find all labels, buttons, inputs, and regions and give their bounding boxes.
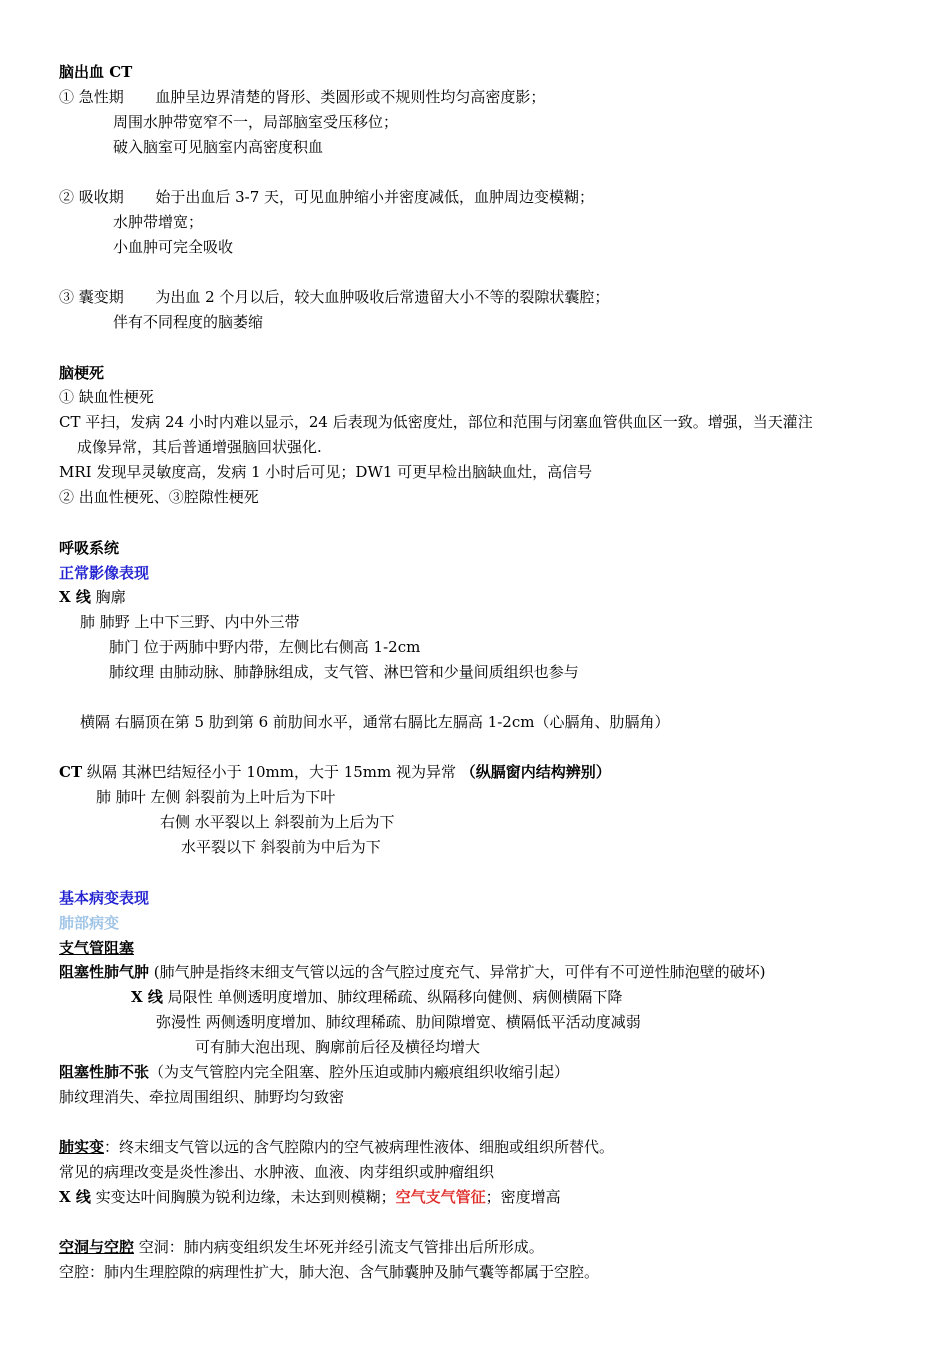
emphysema-title: 阻塞性肺气肿 (59, 963, 150, 981)
acute-label: ① 急性期 (59, 88, 124, 106)
normal-imaging-title: 正常影像表现 (59, 564, 150, 582)
cyst-label: ③ 囊变期 (59, 288, 124, 306)
absorb-text-1: 始于出血后 3-7 天，可见血肿缩小并密度减低，血肿周边变模糊； (155, 188, 595, 206)
air-bronchogram: 空气支气管征 (395, 1188, 486, 1206)
consolidation-line (59, 1137, 614, 1157)
emphysema-definition: (肺气肿是指终末细支气管以远的含气腔过度充气、异常扩大，可伴有不可逆性肺泡壁的破坏) (149, 963, 766, 981)
texture-line: 肺纹理 由肺动脉、肺静脉组成，支气管、淋巴管和少量间质组织也参与 (109, 663, 579, 681)
acute-line-1 (59, 87, 545, 107)
cavum-definition: 空腔：肺内生理腔隙的病理性扩大，肺大泡、含气肺囊肿及肺气囊等都属于空腔。 (59, 1263, 600, 1281)
cavity-definition: 空洞：肺内病变组织发生坏死并经引流支气管排出后所形成。 (134, 1238, 544, 1256)
acute-line-2: 周围水肿带宽窄不一，局部脑室受压移位； (113, 113, 399, 131)
acute-text-1: 血肿呈边界清楚的肾形、类圆形或不规则性均匀高密度影； (155, 88, 546, 106)
atelectasis-line (59, 1062, 569, 1082)
ct-label: CT (59, 763, 83, 781)
consolidation-definition: ：终末细支气管以远的含气腔隙内的空气被病理性液体、细胞或组织所替代。 (104, 1138, 615, 1156)
xray-thorax: 胸廓 (90, 588, 126, 606)
ct-mediastinum-text: 纵隔 其淋巴结短径小于 10mm，大于 15mm 视为异常 (82, 763, 461, 781)
absorb-line-3: 小血肿可完全吸收 (113, 238, 234, 256)
emphysema-diffuse-line-2: 可有肺大泡出现、胸廓前后径及横径均增大 (195, 1038, 481, 1056)
mri-line: MRI 发现早灵敏度高，发病 1 小时后可见；DW1 可更早检出脑缺血灶，高信号 (59, 463, 593, 481)
absorb-label: ② 吸收期 (59, 188, 124, 206)
absorb-line-1 (59, 187, 594, 207)
cavity-line (59, 1237, 544, 1257)
consolidation-xray-text: 实变达叶间胸膜为锐利边缘，未达到则模糊； (90, 1188, 396, 1206)
xray-thorax-line (59, 587, 126, 607)
emphysema-xray-label: X 线 (131, 988, 163, 1006)
atelectasis-title: 阻塞性肺不张 (59, 1063, 150, 1081)
consolidation-xray-label: X 线 (59, 1188, 91, 1206)
basic-lesion-title: 基本病变表现 (59, 889, 150, 907)
emphysema-line (59, 962, 766, 982)
ct-line-2: 成像异常，其后普通增强脑回状强化. (77, 438, 322, 456)
cyst-line-2: 伴有不同程度的脑萎缩 (113, 313, 264, 331)
atelectasis-signs: 肺纹理消失、牵拉周围组织、肺野均匀致密 (59, 1088, 345, 1106)
consolidation-title: 肺实变 (59, 1138, 105, 1156)
lobe-line-3: 水平裂以下 斜裂前为中后为下 (181, 838, 381, 856)
diaphragm-line: 横隔 右膈顶在第 5 肋到第 6 前肋间水平，通常右膈比左膈高 1-2cm（心膈角、肋膈角） (80, 713, 670, 731)
atelectasis-definition: （为支气管腔内完全阻塞、腔外压迫或肺内瘢痕组织收缩引起） (149, 1063, 570, 1081)
lung-lesion-title: 肺部病变 (59, 914, 120, 932)
acute-line-3: 破入脑室可见脑室内高密度积血 (113, 138, 324, 156)
cavity-title: 空洞与空腔 (59, 1238, 135, 1256)
respiratory-title: 呼吸系统 (59, 539, 120, 557)
ct-mediastinum-note: （纵膈窗内结构辨别） (460, 763, 611, 781)
density-text: ；密度增高 (485, 1188, 561, 1206)
absorb-line-2: 水肿带增宽； (113, 213, 204, 231)
emphysema-local-line (131, 987, 622, 1007)
bronchial-obstruction-title: 支气管阻塞 (59, 939, 135, 957)
cyst-line-1 (59, 287, 609, 307)
ct-line-1: CT 平扫，发病 24 小时内难以显示，24 后表现为低密度灶，部位和范围与闭塞血管供血区一致。增强，当天灌注 (59, 413, 813, 431)
consolidation-pathology: 常见的病理改变是炎性渗出、水肿液、血液、肉芽组织或肿瘤组织 (59, 1163, 495, 1181)
infarction-title: 脑梗死 (59, 364, 105, 382)
lung-field-line: 肺 肺野 上中下三野、内中外三带 (80, 613, 300, 631)
hilum-line: 肺门 位于两肺中野内带，左侧比右侧高 1-2cm (109, 638, 421, 656)
hemorrhage-title: 脑出血 CT (59, 63, 133, 81)
ct-mediastinum-line (59, 762, 611, 782)
consolidation-xray-line (59, 1187, 561, 1207)
emphysema-diffuse-line: 弥漫性 两侧透明度增加、肺纹理稀疏、肋间隙增宽、横隔低平活动度减弱 (156, 1013, 641, 1031)
cyst-text-1: 为出血 2 个月以后，较大血肿吸收后常遗留大小不等的裂隙状囊腔； (155, 288, 610, 306)
lobe-line-2: 右侧 水平裂以上 斜裂前为上后为下 (160, 813, 395, 831)
emphysema-local: 局限性 单侧透明度增加、肺纹理稀疏、纵隔移向健侧、病侧横隔下降 (162, 988, 623, 1006)
lobe-line-1: 肺 肺叶 左侧 斜裂前为上叶后为下叶 (96, 788, 336, 806)
infarction-others: ② 出血性梗死、③腔隙性梗死 (59, 488, 259, 506)
ischemic-label: ① 缺血性梗死 (59, 388, 154, 406)
xray-label: X 线 (59, 588, 91, 606)
